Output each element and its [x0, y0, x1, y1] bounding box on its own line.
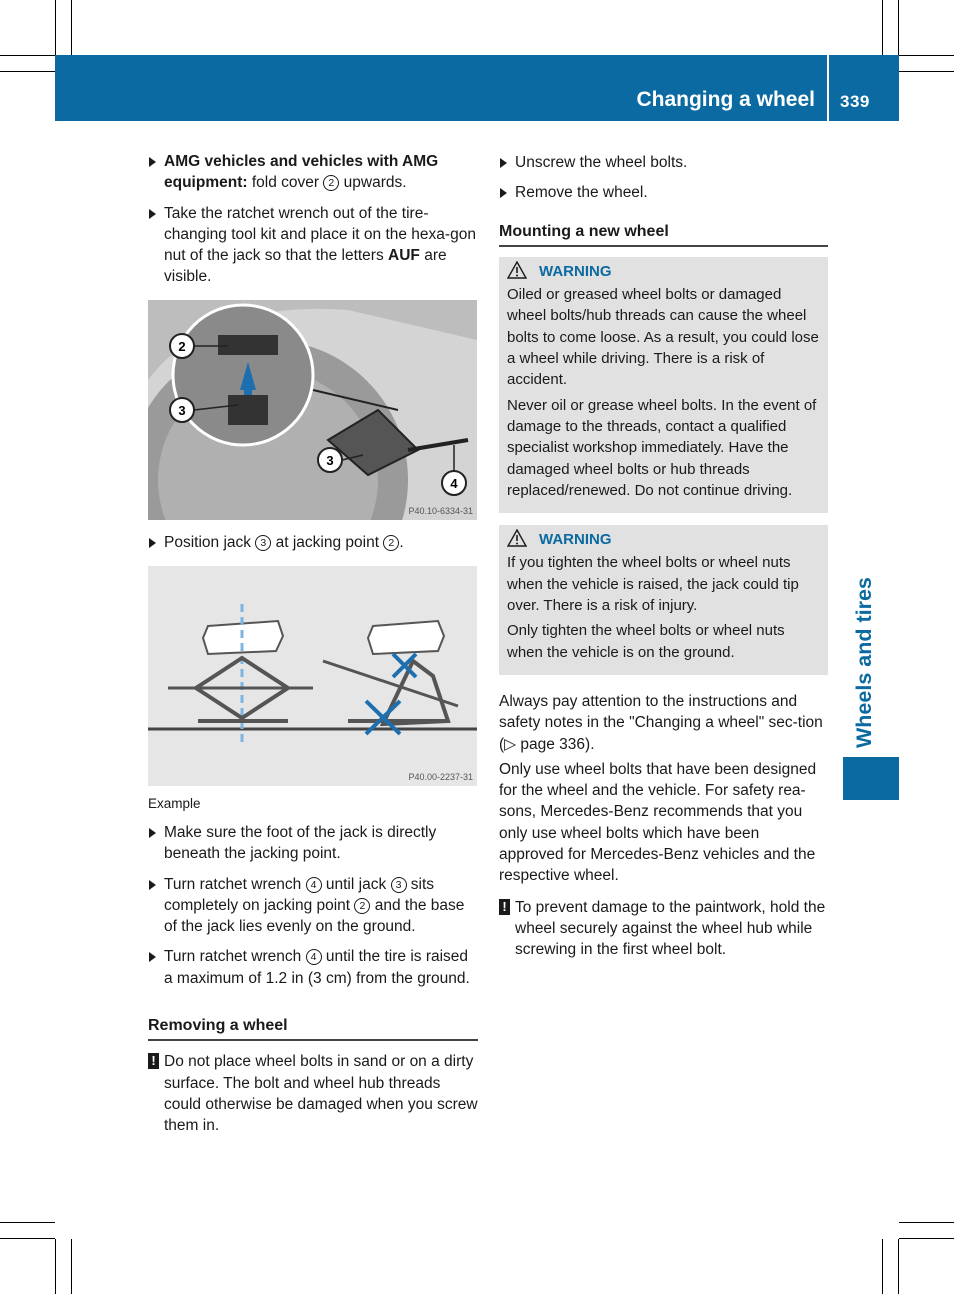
instruction-text: at jacking point	[271, 534, 384, 551]
crop-mark	[899, 1222, 954, 1223]
body-paragraph: Always pay attention to the instructions and safety notes in the "Changing a wheel" sec-tion (▷ page 336).	[499, 692, 823, 753]
warning-box	[499, 525, 828, 675]
crop-mark	[882, 0, 883, 55]
crop-mark	[0, 55, 55, 56]
header-divider	[827, 55, 829, 121]
instruction-text: Take the ratchet wrench out of the tire-changing tool kit and place it on the hexa-gon nut of the jack so that the letters	[164, 204, 476, 265]
crop-mark	[0, 71, 55, 72]
instruction-item	[148, 946, 478, 989]
page-header	[55, 55, 899, 121]
callout-label: 2	[178, 339, 186, 354]
figure-code: P40.00-2237-31	[408, 772, 473, 782]
instruction-item	[148, 822, 478, 865]
instruction-text: and the base of the jack lies evenly on the ground.	[164, 896, 465, 936]
bullet-arrow-icon	[500, 188, 507, 198]
warning-text: If you tighten the wheel bolts or wheel nuts when the vehicle is raised, the jack could tip over. There is a risk of injury.	[507, 554, 799, 615]
bullet-arrow-icon	[149, 828, 156, 838]
instruction-text: fold cover	[247, 174, 324, 192]
left-column-lower	[148, 822, 478, 1137]
notice-text: Do not place wheel bolts in sand or on a dirty surface. The bolt and wheel hub threads could otherwise be damaged when you screw them in.	[164, 1053, 478, 1135]
instruction-text: until the tire is raised a maximum of 1.2 in (3 cm) from the ground.	[164, 948, 470, 987]
instruction-text: Turn ratchet wrench	[164, 875, 306, 893]
instruction-text: upwards.	[339, 174, 407, 192]
notice-item	[148, 1051, 478, 1136]
left-column	[148, 151, 478, 288]
crop-mark	[899, 1238, 954, 1239]
exclamation-icon: !	[148, 1053, 159, 1069]
instruction-text: .	[399, 534, 404, 551]
warning-text: Oiled or greased wheel bolts or damaged wheel bolts/hub threads can cause the wheel bolts to come loose. As a result, you could lose a wheel while driving. There is a risk of accident.	[507, 286, 819, 389]
jack-illustration	[148, 300, 477, 520]
right-column	[499, 152, 828, 961]
left-column-mid	[148, 532, 478, 562]
figure-caption: Example	[148, 796, 201, 811]
crop-mark	[882, 1239, 883, 1294]
section-heading: Removing a wheel	[148, 1015, 478, 1041]
crop-mark	[71, 1239, 72, 1294]
warning-label: WARNING	[539, 531, 612, 549]
chapter-tab	[843, 757, 899, 800]
page-title: Changing a wheel	[636, 88, 815, 111]
instruction-text: are visible.	[164, 247, 447, 286]
callout-number: 4	[306, 949, 322, 965]
instruction-text: Unscrew the wheel bolts.	[515, 154, 688, 171]
bullet-arrow-icon	[500, 158, 507, 168]
callout-number: 2	[383, 535, 399, 551]
crop-mark	[55, 1239, 56, 1294]
warning-box	[499, 257, 828, 513]
crop-mark	[898, 1239, 899, 1294]
bullet-arrow-icon	[149, 157, 156, 167]
crop-mark	[55, 0, 56, 55]
instruction-text: Remove the wheel.	[515, 184, 648, 202]
warning-label: WARNING	[539, 262, 612, 280]
bullet-arrow-icon	[149, 209, 156, 219]
callout-number: 4	[306, 877, 322, 893]
crop-mark	[898, 0, 899, 55]
instruction-keyword: AUF	[388, 247, 420, 265]
page-number: 339	[840, 92, 870, 111]
callout-label: 3	[178, 403, 186, 418]
exclamation-icon: !	[499, 899, 510, 915]
warning-text: Only tighten the wheel bolts or wheel nuts when the vehicle is on the ground.	[507, 622, 785, 661]
warning-triangle-icon	[507, 261, 527, 279]
instruction-item	[499, 152, 828, 173]
body-paragraph: Only use wheel bolts that have been designed for the wheel and the vehicle. For safety rea-sons, Mercedes-Benz recommends that you only use wheel bolts which have been approved for Mercedes-Benz vehicles and the respective wheel.	[499, 760, 817, 885]
callout-number: 2	[354, 898, 370, 914]
instruction-item	[148, 203, 478, 288]
instruction-item	[148, 874, 478, 938]
crop-mark	[899, 71, 954, 72]
notice-item	[499, 897, 828, 961]
callout-number: 3	[391, 877, 407, 893]
instruction-text: Turn ratchet wrench	[164, 948, 306, 966]
crop-mark	[0, 1238, 55, 1239]
crop-mark	[0, 1222, 55, 1223]
warning-triangle-icon	[507, 529, 527, 547]
callout-number: 3	[255, 535, 271, 551]
warning-heading	[507, 529, 820, 550]
figure-code: P40.10-6334-31	[408, 506, 473, 516]
bullet-arrow-icon	[149, 952, 156, 962]
instruction-text: Make sure the foot of the jack is directly beneath the jacking point.	[164, 824, 437, 863]
jack-alignment-figure	[148, 566, 477, 786]
instruction-item	[499, 182, 828, 203]
chapter-label: Wheels and tires	[852, 577, 876, 748]
callout-number: 2	[323, 175, 339, 191]
warning-heading	[507, 261, 820, 282]
jack-position-figure	[148, 300, 477, 520]
instruction-text: until jack	[321, 875, 391, 893]
jack-alignment-illustration	[148, 566, 477, 786]
bullet-arrow-icon	[149, 538, 156, 548]
notice-text: To prevent damage to the paintwork, hold the wheel securely against the wheel hub while screwing in the first wheel bolt.	[515, 898, 826, 959]
section-heading: Mounting a new wheel	[499, 221, 828, 247]
instruction-text: sits completely on jacking point	[164, 875, 435, 914]
callout-label: 3	[326, 453, 334, 468]
crop-mark	[899, 55, 954, 56]
bullet-arrow-icon	[149, 880, 156, 890]
instruction-item	[148, 532, 478, 553]
instruction-item	[148, 151, 478, 194]
callout-label: 4	[450, 476, 458, 491]
crop-mark	[71, 0, 72, 55]
instruction-condition: AMG vehicles and vehicles with AMG equipment:	[164, 153, 439, 192]
warning-text: Never oil or grease wheel bolts. In the event of damage to the threads, contact a qualified specialist workshop immediately. Have the damaged wheel bolts or hub threads replaced/renewed. Do not continue driving.	[507, 396, 817, 499]
instruction-text: Position jack	[164, 534, 256, 551]
